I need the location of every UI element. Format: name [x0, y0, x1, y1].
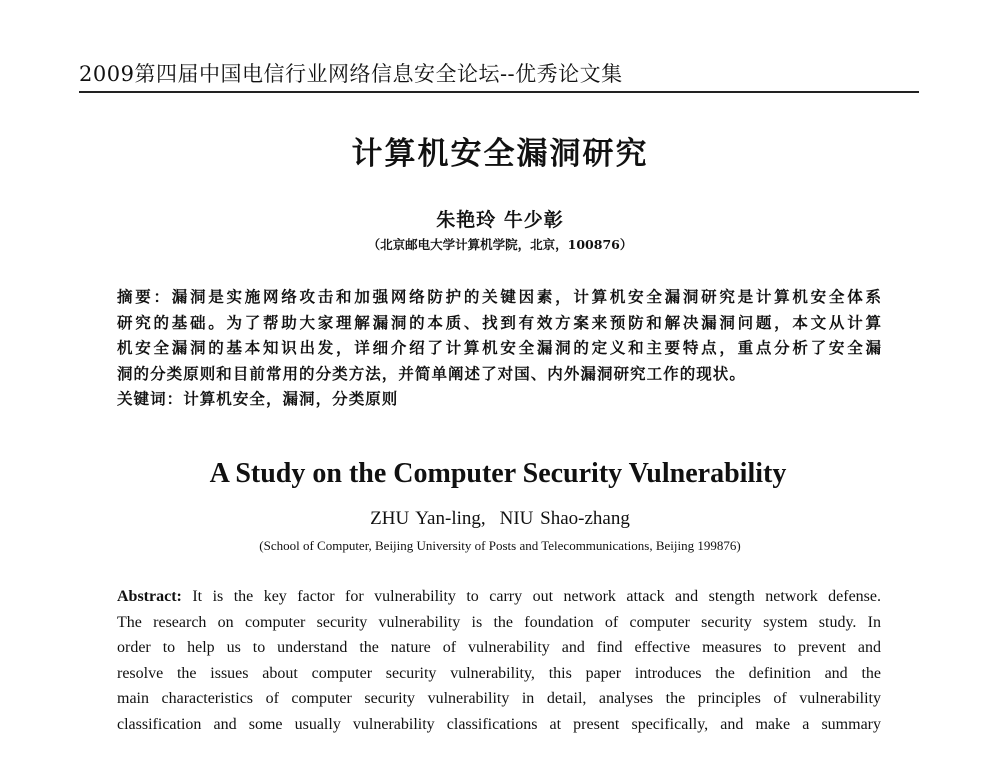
- header-rule: [79, 91, 919, 93]
- english-author-1: ZHU Yan-ling,: [370, 508, 486, 529]
- chinese-authors: 朱艳玲 牛少彰: [436, 209, 564, 231]
- english-abstract-line: The research on computer security vulnerability is the foundation of computer security system study. In: [117, 613, 881, 631]
- chinese-abstract-line: 研究的基础。为了帮助大家理解漏洞的本质、找到有效方案来预防和解决漏洞问题，本文从计算: [117, 312, 882, 332]
- chinese-keywords: [117, 386, 882, 412]
- english-abstract-line: order to help us to understand the nature of vulnerability and find effective measures to prevent and: [117, 639, 881, 656]
- english-abstract: [117, 584, 881, 737]
- chinese-abstract-line: 机安全漏洞的基本知识出发，详细介绍了计算机安全漏洞的定义和主要特点，重点分析了安全漏: [117, 338, 882, 357]
- chinese-abstract-line: 摘要：漏洞是实施网络攻击和加强网络防护的关键因素，计算机安全漏洞研究是计算机安全体系: [117, 287, 882, 306]
- english-title: A Study on the Computer Security Vulnerability: [209, 458, 787, 489]
- chinese-title: 计算机安全漏洞研究: [351, 136, 649, 172]
- chinese-keywords-label: 关键词：: [117, 389, 184, 408]
- english-abstract-line: resolve the issues about computer security vulnerability, this paper introduces the definition and the: [117, 664, 881, 682]
- english-authors: [0, 508, 1000, 530]
- chinese-affiliation: （北京邮电大学计算机学院，北京，100876）: [367, 237, 633, 252]
- english-author-2: NIU Shao-zhang: [499, 508, 630, 529]
- english-abstract-line: classification and some usually vulnerability classifications at present specifically, and make a summary: [117, 715, 881, 733]
- english-abstract-line: main characteristics of computer security vulnerability in detail, analyses the principles of vulnerability: [117, 690, 881, 707]
- chinese-keywords-value: 计算机安全，漏洞，分类原则: [183, 389, 399, 408]
- running-header: 2009第四届中国电信行业网络信息安全论坛--优秀论文集: [79, 62, 623, 86]
- english-affiliation: (School of Computer, Beijing University of Posts and Telecommunications, Beijing 199876): [259, 538, 741, 553]
- english-abstract-line: Abstract: It is the key factor for vulnerability to carry out network attack and stength network defense.: [117, 588, 882, 605]
- chinese-abstract: [117, 284, 882, 412]
- chinese-abstract-line: 洞的分类原则和目前常用的分类方法，并简单阐述了对国、内外漏洞研究工作的现状。: [117, 363, 746, 383]
- chinese-abstract-label: 摘要：: [117, 287, 172, 306]
- english-abstract-label: Abstract:: [117, 588, 182, 605]
